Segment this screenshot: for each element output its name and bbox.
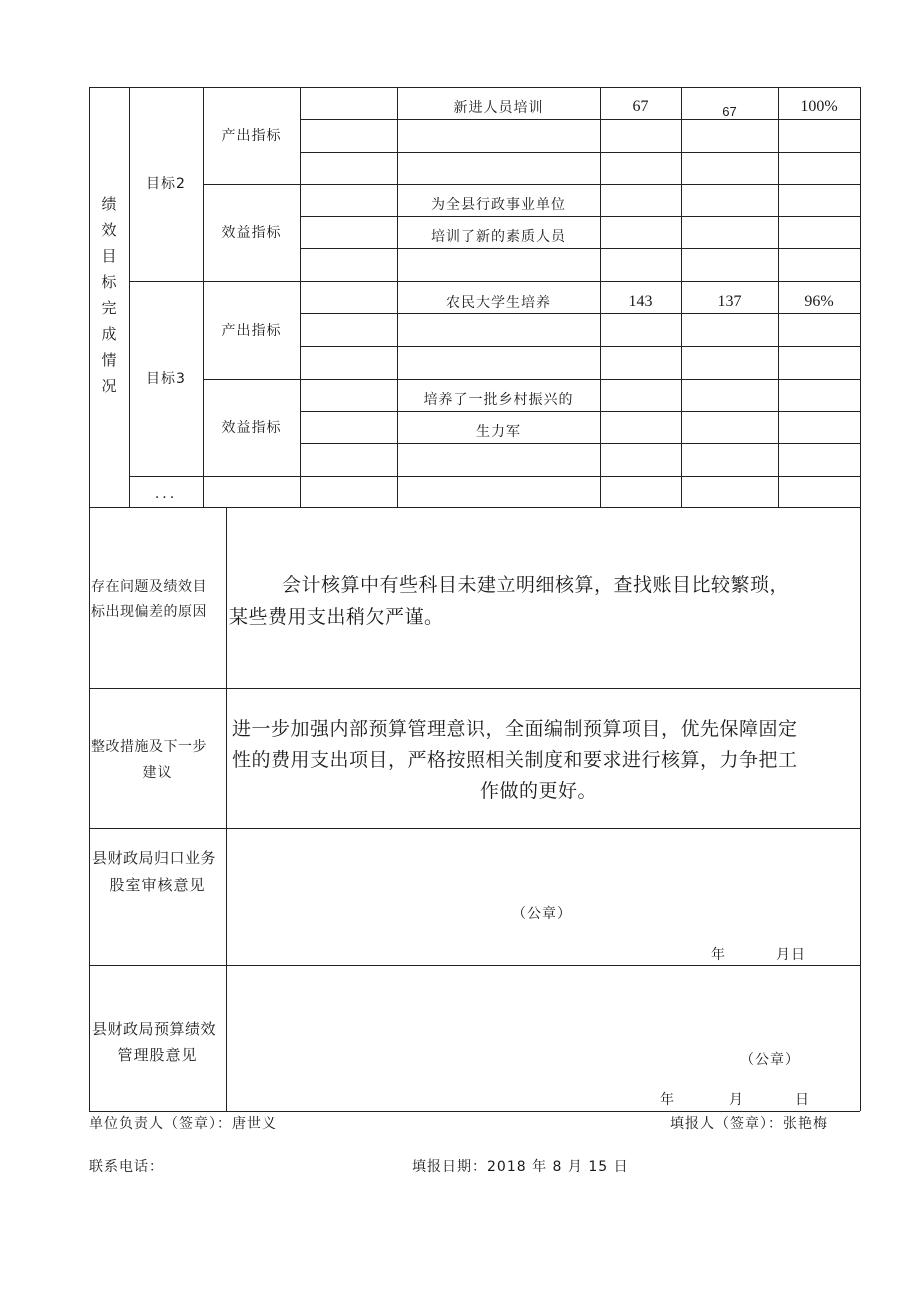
review1-month-day: 月日 xyxy=(776,947,806,963)
goal-2-benefit-line2: 培训了新的素质人员 xyxy=(431,229,566,245)
goal-3-name: 目标3 xyxy=(146,371,186,387)
measures-label-line2: 建议 xyxy=(142,765,173,781)
review2-label-line1: 县财政局预算绩效 xyxy=(92,1020,217,1038)
goal-3-benefit-label: 效益指标 xyxy=(221,420,282,436)
fill-date: 填报日期：2018 年 8 月 15 日 xyxy=(412,1159,629,1175)
goal-3-benefit-line1: 培养了一批乡村振兴的 xyxy=(423,392,574,408)
problems-label-line2: 标出现偏差的原因 xyxy=(91,604,207,620)
measures-text-line3: 作做的更好。 xyxy=(480,780,598,802)
contact-phone: 联系电话： xyxy=(89,1159,164,1175)
goal-2-benefit-line1: 为全县行政事业单位 xyxy=(431,197,566,213)
review1-year: 年 xyxy=(711,947,726,963)
review1-label-line1: 县财政局归口业务 xyxy=(92,849,217,867)
section-label xyxy=(99,191,119,399)
goal-3-output-item: 农民大学生培养 xyxy=(446,295,551,311)
measures-label-line1: 整改措施及下一步 xyxy=(91,739,207,755)
goal-2-output-label: 产出指标 xyxy=(221,128,282,144)
measures-text-line1: 进一步加强内部预算管理意识，全面编制预算项目，优先保障固定 xyxy=(232,718,798,740)
goal-3-benefit-line2: 生力军 xyxy=(476,424,521,440)
review2-month: 月 xyxy=(729,1092,744,1108)
review2-label-line2: 管理股意见 xyxy=(117,1046,198,1064)
goal-2-name: 目标2 xyxy=(146,176,186,192)
section-label-text: 绩 效 目 标 完 成 情 况 xyxy=(101,195,117,395)
unit-head-signature: 单位负责人（签章）：唐世义 xyxy=(89,1116,277,1132)
goal-3-planned: 143 xyxy=(628,293,653,310)
goal-2-rate: 100% xyxy=(800,98,838,115)
goal-2-planned: 67 xyxy=(632,98,649,115)
problems-label-line1: 存在问题及绩效目 xyxy=(91,579,207,595)
review1-label-line2: 股室审核意见 xyxy=(109,876,206,894)
goal-2-output-item: 新进人员培训 xyxy=(453,100,544,116)
problems-text-line2: 某些费用支出稍欠严谨。 xyxy=(229,606,444,628)
goal-2-actual: 67 xyxy=(722,104,737,119)
problems-text-line1: 会计核算中有些科目未建立明细核算，查找账目比较繁琐， xyxy=(282,574,790,596)
measures-text-line2: 性的费用支出项目，严格按照相关制度和要求进行核算，力争把工 xyxy=(232,749,798,771)
review2-day: 日 xyxy=(795,1092,810,1108)
goal-3-actual: 137 xyxy=(717,293,742,310)
review2-year: 年 xyxy=(660,1092,675,1108)
review2-seal: （公章） xyxy=(740,1052,800,1068)
goal-2-benefit-label: 效益指标 xyxy=(221,225,282,241)
goal-3-output-label: 产出指标 xyxy=(221,323,282,339)
filler-signature: 填报人（签章）：张艳梅 xyxy=(670,1116,828,1132)
goal-3-rate: 96% xyxy=(804,293,834,310)
review1-seal: （公章） xyxy=(512,906,572,922)
ellipsis-row: ... xyxy=(154,486,178,502)
